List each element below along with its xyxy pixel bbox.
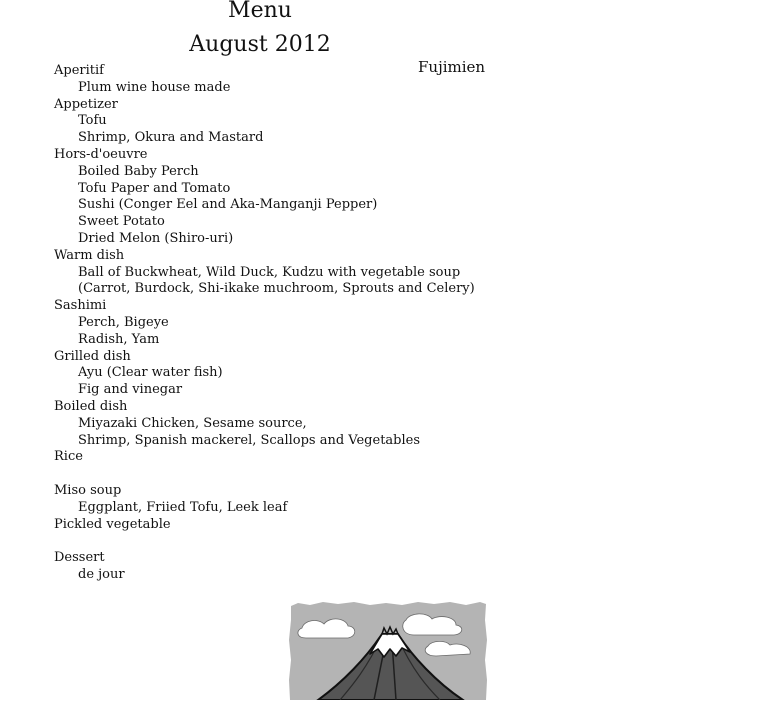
menu-item: (Carrot, Burdock, Shi-ikake muchroom, Sprouts and Celery) [78, 281, 475, 297]
course-heading: Rice [54, 449, 83, 465]
menu-item: Sushi (Conger Eel and Aka-Manganji Pepper) [78, 197, 378, 213]
menu-item: Eggplant, Friied Tofu, Leek leaf [78, 499, 288, 515]
menu-item: Tofu Paper and Tomato [78, 180, 231, 196]
course-heading: Hors-d'oeuvre [54, 146, 148, 162]
menu-item: Shrimp, Spanish mackerel, Scallops and Vegetables [78, 432, 421, 448]
mount-fuji-icon [288, 600, 488, 700]
menu-item: Ayu (Clear water fish) [78, 365, 223, 381]
menu-list [54, 63, 475, 584]
menu-item: Perch, Bigeye [78, 314, 169, 330]
course-heading: Grilled dish [54, 348, 131, 364]
menu-item: Tofu [78, 113, 107, 129]
menu-date: August 2012 [189, 32, 331, 57]
menu-item: Boiled Baby Perch [78, 163, 199, 179]
menu-item: Dried Melon (Shiro-uri) [78, 230, 234, 246]
course-heading: Pickled vegetable [54, 516, 171, 532]
course-heading: Warm dish [54, 247, 125, 263]
restaurant-name: Fujimien [418, 58, 486, 76]
blank-line [54, 466, 475, 483]
menu-item: Miyazaki Chicken, Sesame source, [78, 415, 307, 431]
course-heading: Sashimi [54, 298, 107, 314]
menu-title: Menu [228, 0, 292, 23]
menu-item: Sweet Potato [78, 214, 165, 230]
menu-item: Plum wine house made [78, 79, 231, 95]
menu-item: Fig and vinegar [78, 382, 183, 398]
course-heading: Aperitif [54, 63, 104, 78]
course-heading: Dessert [54, 550, 105, 566]
menu-item: de jour [78, 566, 125, 582]
menu-item: Shrimp, Okura and Mastard [78, 130, 264, 146]
course-heading: Miso soup [54, 482, 122, 498]
menu-item: Radish, Yam [78, 331, 160, 347]
blank-line [54, 533, 475, 550]
course-heading: Boiled dish [54, 398, 128, 414]
menu-item: Ball of Buckwheat, Wild Duck, Kudzu with vegetable soup [78, 264, 461, 280]
course-heading: Appetizer [54, 96, 118, 112]
